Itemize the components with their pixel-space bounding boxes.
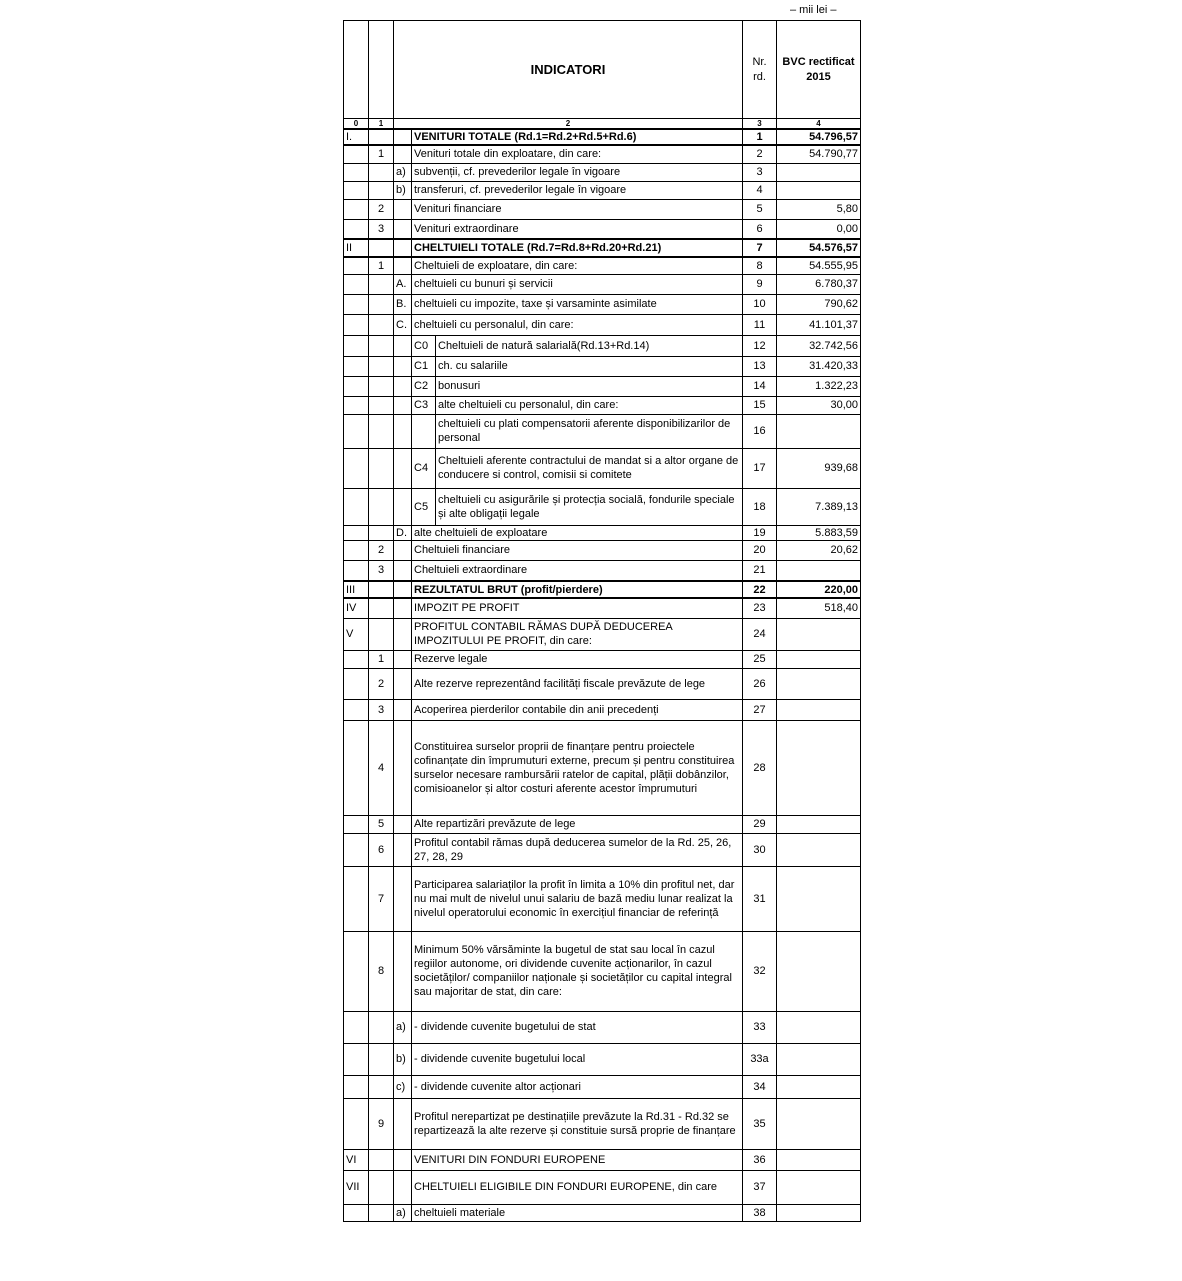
row-index: 6 — [369, 833, 394, 866]
row-roman — [344, 163, 369, 181]
row-index — [369, 488, 394, 525]
table-row — [344, 560, 861, 581]
row-value: 41.101,37 — [777, 314, 861, 335]
row-indicator: - dividende cuvenite altor acționari — [412, 1075, 743, 1098]
table-row — [344, 1149, 861, 1170]
row-subcode: C2 — [412, 376, 436, 396]
row-number: 38 — [743, 1204, 777, 1221]
row-indicator: Minimum 50% vărsăminte la bugetul de stat sau local în cazul regiilor autonome, ori dividende cuvenite acționarilor, în cazul societăților/ companiilor naționale și societăților cu capital integral sau majoritar de stat, din care: — [412, 931, 743, 1011]
row-roman — [344, 650, 369, 668]
row-number: 11 — [743, 314, 777, 335]
row-indicator: bonusuri — [436, 376, 743, 396]
row-number: 13 — [743, 356, 777, 376]
row-value — [777, 163, 861, 181]
row-roman: VI — [344, 1149, 369, 1170]
row-value — [777, 668, 861, 699]
row-number: 1 — [743, 129, 777, 145]
row-letter — [394, 650, 412, 668]
row-roman: I. — [344, 129, 369, 145]
header-blank-0 — [344, 21, 369, 119]
row-indicator: cheltuieli cu plati compensatorii aferente disponibilizarilor de personal — [436, 414, 743, 448]
row-subcode: C4 — [412, 448, 436, 488]
row-roman: V — [344, 618, 369, 650]
row-letter — [394, 448, 412, 488]
table-row — [344, 866, 861, 931]
row-letter — [394, 199, 412, 219]
row-indicator: Alte rezerve reprezentând facilități fiscale prevăzute de lege — [412, 668, 743, 699]
row-number: 37 — [743, 1170, 777, 1204]
row-number: 7 — [743, 239, 777, 257]
row-roman — [344, 257, 369, 274]
table-row — [344, 1043, 861, 1075]
row-indicator: Cheltuieli financiare — [412, 540, 743, 560]
table-row — [344, 396, 861, 414]
row-value: 30,00 — [777, 396, 861, 414]
row-indicator: - dividende cuvenite bugetului de stat — [412, 1011, 743, 1043]
table-row — [344, 815, 861, 833]
table-row — [344, 257, 861, 274]
row-value: 54.576,57 — [777, 239, 861, 257]
row-value — [777, 181, 861, 199]
row-value — [777, 1011, 861, 1043]
table-row — [344, 219, 861, 239]
row-index — [369, 376, 394, 396]
row-roman — [344, 931, 369, 1011]
row-letter — [394, 560, 412, 581]
row-indicator: cheltuieli materiale — [412, 1204, 743, 1221]
row-indicator: Venituri totale din exploatare, din care: — [412, 145, 743, 163]
col-number: 0 — [344, 119, 369, 130]
col-number: 2 — [394, 119, 743, 130]
row-value — [777, 1170, 861, 1204]
row-index — [369, 1075, 394, 1098]
row-letter — [394, 931, 412, 1011]
row-indicator: cheltuieli cu bunuri și servicii — [412, 274, 743, 294]
row-letter — [394, 145, 412, 163]
row-indicator: Acoperirea pierderilor contabile din anii precedenți — [412, 699, 743, 720]
row-index — [369, 1204, 394, 1221]
row-index: 4 — [369, 720, 394, 815]
row-number: 31 — [743, 866, 777, 931]
row-indicator: Cheltuieli de natură salarială(Rd.13+Rd.14) — [436, 335, 743, 356]
table-row — [344, 129, 861, 145]
row-index: 3 — [369, 219, 394, 239]
row-indicator: Alte repartizări prevăzute de lege — [412, 815, 743, 833]
row-letter — [394, 335, 412, 356]
row-indicator: Constituirea surselor proprii de finanțare pentru proiectele cofinanțate din împrumuturi externe, precum și pentru constituirea surselor necesare rambursării ratelor de capital, plății dobânzilor, comisioanelor și altor costuri aferente acestor împrumuturi — [412, 720, 743, 815]
table-row — [344, 1098, 861, 1149]
row-subcode: C3 — [412, 396, 436, 414]
row-letter: a) — [394, 1204, 412, 1221]
row-indicator: Profitul contabil rămas după deducerea sumelor de la Rd. 25, 26, 27, 28, 29 — [412, 833, 743, 866]
row-value: 0,00 — [777, 219, 861, 239]
row-value — [777, 618, 861, 650]
row-value — [777, 560, 861, 581]
row-number: 18 — [743, 488, 777, 525]
row-indicator: CHELTUIELI ELIGIBILE DIN FONDURI EUROPENE, din care — [412, 1170, 743, 1204]
row-roman — [344, 274, 369, 294]
row-value: 939,68 — [777, 448, 861, 488]
row-letter — [394, 581, 412, 598]
row-index — [369, 581, 394, 598]
row-index — [369, 1043, 394, 1075]
row-number: 5 — [743, 199, 777, 219]
row-letter — [394, 129, 412, 145]
table-row — [344, 488, 861, 525]
row-index — [369, 396, 394, 414]
row-value — [777, 1149, 861, 1170]
row-letter — [394, 618, 412, 650]
row-roman — [344, 525, 369, 540]
row-number: 30 — [743, 833, 777, 866]
row-value: 220,00 — [777, 581, 861, 598]
row-index — [369, 129, 394, 145]
table-row — [344, 833, 861, 866]
row-index — [369, 356, 394, 376]
row-value — [777, 1075, 861, 1098]
row-value: 790,62 — [777, 294, 861, 314]
row-roman — [344, 720, 369, 815]
row-letter: A. — [394, 274, 412, 294]
row-value: 54.555,95 — [777, 257, 861, 274]
row-letter — [394, 219, 412, 239]
row-roman — [344, 145, 369, 163]
row-letter — [394, 598, 412, 618]
row-number: 10 — [743, 294, 777, 314]
row-number: 15 — [743, 396, 777, 414]
row-number: 14 — [743, 376, 777, 396]
row-value — [777, 1043, 861, 1075]
table-row — [344, 335, 861, 356]
row-number: 19 — [743, 525, 777, 540]
row-indicator: REZULTATUL BRUT (profit/pierdere) — [412, 581, 743, 598]
budget-table — [343, 20, 861, 1222]
row-index: 5 — [369, 815, 394, 833]
row-value: 54.796,57 — [777, 129, 861, 145]
row-value: 518,40 — [777, 598, 861, 618]
row-roman — [344, 376, 369, 396]
row-letter: c) — [394, 1075, 412, 1098]
row-letter: a) — [394, 163, 412, 181]
row-letter — [394, 257, 412, 274]
row-roman — [344, 448, 369, 488]
row-index: 1 — [369, 257, 394, 274]
row-letter: D. — [394, 525, 412, 540]
row-indicator: IMPOZIT PE PROFIT — [412, 598, 743, 618]
row-roman — [344, 314, 369, 335]
row-index — [369, 1170, 394, 1204]
row-roman — [344, 199, 369, 219]
row-value: 1.322,23 — [777, 376, 861, 396]
table-row — [344, 668, 861, 699]
row-number: 17 — [743, 448, 777, 488]
row-number: 32 — [743, 931, 777, 1011]
row-subcode: C1 — [412, 356, 436, 376]
row-letter — [394, 239, 412, 257]
row-value: 32.742,56 — [777, 335, 861, 356]
row-indicator: VENITURI DIN FONDURI EUROPENE — [412, 1149, 743, 1170]
row-roman — [344, 1043, 369, 1075]
row-number: 12 — [743, 335, 777, 356]
row-number: 28 — [743, 720, 777, 815]
row-letter — [394, 699, 412, 720]
table-row — [344, 239, 861, 257]
col-number: 3 — [743, 119, 777, 130]
row-letter: b) — [394, 181, 412, 199]
row-number: 9 — [743, 274, 777, 294]
row-index — [369, 294, 394, 314]
table-row — [344, 274, 861, 294]
row-roman — [344, 560, 369, 581]
row-number: 22 — [743, 581, 777, 598]
row-roman — [344, 335, 369, 356]
row-roman — [344, 1075, 369, 1098]
row-value — [777, 815, 861, 833]
row-letter — [394, 488, 412, 525]
header-nr-rd: Nr. rd. — [743, 21, 777, 119]
row-roman — [344, 1204, 369, 1221]
row-number: 3 — [743, 163, 777, 181]
row-letter — [394, 540, 412, 560]
row-index: 3 — [369, 560, 394, 581]
row-subcode: C5 — [412, 488, 436, 525]
row-number: 16 — [743, 414, 777, 448]
row-number: 23 — [743, 598, 777, 618]
row-value: 7.389,13 — [777, 488, 861, 525]
row-subcode — [412, 414, 436, 448]
row-indicator: subvenții, cf. prevederilor legale în vigoare — [412, 163, 743, 181]
row-value: 31.420,33 — [777, 356, 861, 376]
table-row — [344, 699, 861, 720]
row-value — [777, 1098, 861, 1149]
row-roman — [344, 488, 369, 525]
table-row — [344, 181, 861, 199]
row-indicator: Profitul nerepartizat pe destinațiile prevăzute la Rd.31 - Rd.32 se repartizează la alte rezerve și constituie sursă proprie de finanțare — [412, 1098, 743, 1149]
col-number: 1 — [369, 119, 394, 130]
table-row — [344, 931, 861, 1011]
row-indicator: ch. cu salariile — [436, 356, 743, 376]
table-row — [344, 314, 861, 335]
row-value: 54.790,77 — [777, 145, 861, 163]
row-index — [369, 163, 394, 181]
table-row — [344, 448, 861, 488]
row-indicator: Cheltuieli extraordinare — [412, 560, 743, 581]
row-value — [777, 699, 861, 720]
row-letter — [394, 396, 412, 414]
row-letter: b) — [394, 1043, 412, 1075]
row-index — [369, 239, 394, 257]
row-roman — [344, 866, 369, 931]
row-number: 33a — [743, 1043, 777, 1075]
row-number: 34 — [743, 1075, 777, 1098]
row-roman — [344, 668, 369, 699]
row-index — [369, 181, 394, 199]
row-index — [369, 525, 394, 540]
row-letter — [394, 866, 412, 931]
row-roman — [344, 396, 369, 414]
row-number: 36 — [743, 1149, 777, 1170]
table-row — [344, 650, 861, 668]
row-index — [369, 335, 394, 356]
row-indicator: transferuri, cf. prevederilor legale în vigoare — [412, 181, 743, 199]
row-index: 9 — [369, 1098, 394, 1149]
row-number: 21 — [743, 560, 777, 581]
table-row — [344, 1170, 861, 1204]
row-index — [369, 448, 394, 488]
table-row — [344, 1204, 861, 1221]
row-letter — [394, 668, 412, 699]
row-index — [369, 1011, 394, 1043]
header-bvc: BVC rectificat 2015 — [777, 21, 861, 119]
row-roman: II — [344, 239, 369, 257]
row-value: 6.780,37 — [777, 274, 861, 294]
row-value — [777, 866, 861, 931]
row-roman — [344, 699, 369, 720]
row-letter — [394, 414, 412, 448]
row-index — [369, 314, 394, 335]
row-roman — [344, 356, 369, 376]
table-row — [344, 145, 861, 163]
row-value: 20,62 — [777, 540, 861, 560]
row-indicator: cheltuieli cu personalul, din care: — [412, 314, 743, 335]
row-value — [777, 720, 861, 815]
table-row — [344, 598, 861, 618]
row-roman: III — [344, 581, 369, 598]
row-index: 1 — [369, 650, 394, 668]
row-index — [369, 274, 394, 294]
row-number: 29 — [743, 815, 777, 833]
row-index: 3 — [369, 699, 394, 720]
row-number: 33 — [743, 1011, 777, 1043]
row-letter — [394, 720, 412, 815]
table-row — [344, 199, 861, 219]
table-row — [344, 414, 861, 448]
row-number: 24 — [743, 618, 777, 650]
row-letter — [394, 815, 412, 833]
row-index — [369, 598, 394, 618]
row-index: 2 — [369, 199, 394, 219]
row-index — [369, 618, 394, 650]
row-indicator: CHELTUIELI TOTALE (Rd.7=Rd.8+Rd.20+Rd.21) — [412, 239, 743, 257]
row-indicator: Rezerve legale — [412, 650, 743, 668]
row-number: 20 — [743, 540, 777, 560]
row-value — [777, 833, 861, 866]
row-indicator: PROFITUL CONTABIL RĂMAS DUPĂ DEDUCEREA IMPOZITULUI PE PROFIT, din care: — [412, 618, 743, 650]
row-index — [369, 1149, 394, 1170]
row-indicator: - dividende cuvenite bugetului local — [412, 1043, 743, 1075]
row-index — [369, 414, 394, 448]
row-value: 5.883,59 — [777, 525, 861, 540]
row-roman — [344, 1011, 369, 1043]
row-letter — [394, 1170, 412, 1204]
table-row — [344, 525, 861, 540]
row-indicator: alte cheltuieli de exploatare — [412, 525, 743, 540]
table-row — [344, 1011, 861, 1043]
row-indicator: cheltuieli cu asigurările și protecția socială, fondurile speciale și alte obligații legale — [436, 488, 743, 525]
row-letter — [394, 833, 412, 866]
row-indicator: Venituri financiare — [412, 199, 743, 219]
unit-label: – mii lei – — [790, 4, 837, 16]
row-value — [777, 650, 861, 668]
table-row — [344, 1075, 861, 1098]
row-roman — [344, 833, 369, 866]
row-number: 25 — [743, 650, 777, 668]
row-index: 1 — [369, 145, 394, 163]
row-number: 35 — [743, 1098, 777, 1149]
table-row — [344, 540, 861, 560]
row-indicator: alte cheltuieli cu personalul, din care: — [436, 396, 743, 414]
row-value — [777, 931, 861, 1011]
table-row — [344, 720, 861, 815]
row-indicator: Venituri extraordinare — [412, 219, 743, 239]
row-letter: a) — [394, 1011, 412, 1043]
row-roman: IV — [344, 598, 369, 618]
header-blank-1 — [369, 21, 394, 119]
row-letter: B. — [394, 294, 412, 314]
row-number: 27 — [743, 699, 777, 720]
table-row — [344, 294, 861, 314]
row-roman — [344, 815, 369, 833]
row-roman: VII — [344, 1170, 369, 1204]
row-indicator: Cheltuieli de exploatare, din care: — [412, 257, 743, 274]
table-row — [344, 581, 861, 598]
row-number: 8 — [743, 257, 777, 274]
row-indicator: Cheltuieli aferente contractului de mandat si a altor organe de conducere si control, comisii si comitete — [436, 448, 743, 488]
row-index: 2 — [369, 668, 394, 699]
row-letter: C. — [394, 314, 412, 335]
row-number: 4 — [743, 181, 777, 199]
row-roman — [344, 414, 369, 448]
table-row — [344, 376, 861, 396]
row-value — [777, 414, 861, 448]
row-indicator: Participarea salariaților la profit în limita a 10% din profitul net, dar nu mai mult de nivelul unui salariu de bază mediu lunar realizat la nivelul operatorului economic în exercițiul financiar de referință — [412, 866, 743, 931]
table-row — [344, 618, 861, 650]
col-number: 4 — [777, 119, 861, 130]
row-index: 8 — [369, 931, 394, 1011]
row-roman — [344, 219, 369, 239]
row-letter — [394, 376, 412, 396]
row-letter — [394, 1149, 412, 1170]
row-indicator: VENITURI TOTALE (Rd.1=Rd.2+Rd.5+Rd.6) — [412, 129, 743, 145]
table-row — [344, 163, 861, 181]
row-number: 26 — [743, 668, 777, 699]
table-row — [344, 356, 861, 376]
row-number: 6 — [743, 219, 777, 239]
row-value — [777, 1204, 861, 1221]
row-subcode: C0 — [412, 335, 436, 356]
row-index: 7 — [369, 866, 394, 931]
row-value: 5,80 — [777, 199, 861, 219]
row-letter — [394, 1098, 412, 1149]
row-indicator: cheltuieli cu impozite, taxe și varsaminte asimilate — [412, 294, 743, 314]
row-index: 2 — [369, 540, 394, 560]
row-roman — [344, 1098, 369, 1149]
row-roman — [344, 181, 369, 199]
row-roman — [344, 294, 369, 314]
header-indicatori: INDICATORI — [394, 21, 743, 119]
row-letter — [394, 356, 412, 376]
row-number: 2 — [743, 145, 777, 163]
row-roman — [344, 540, 369, 560]
